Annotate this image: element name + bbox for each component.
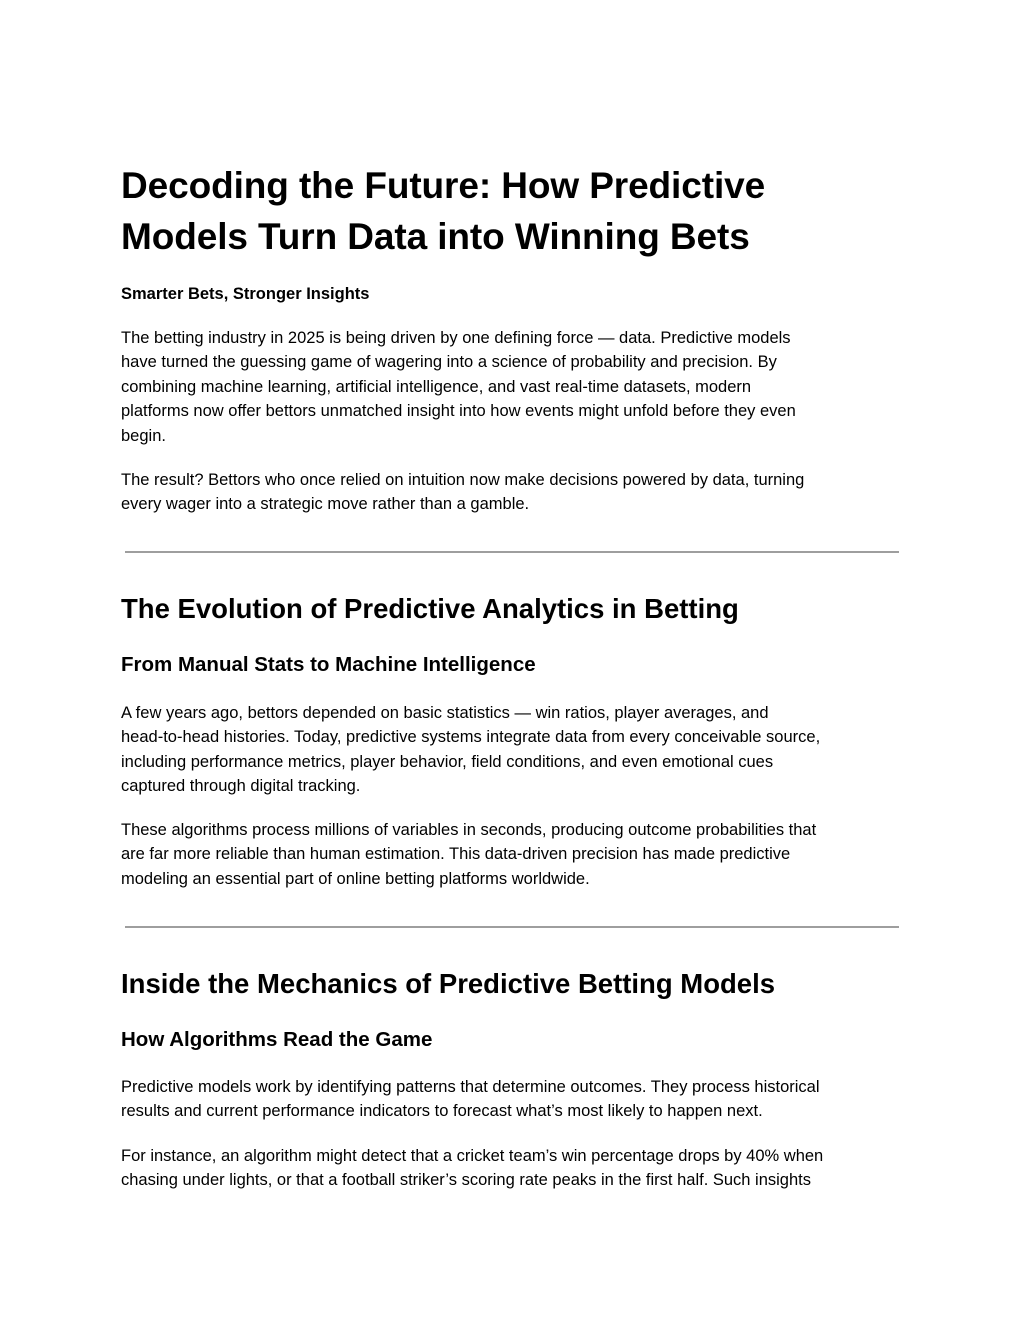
text-line: every wager into a strategic move rather than a gamble.: [121, 495, 530, 514]
intro-subtitle: Smarter Bets, Stronger Insights: [121, 285, 370, 303]
horizontal-divider: [125, 551, 899, 553]
text-line: have turned the guessing game of wagering into a science of probability and precision. By: [121, 353, 777, 372]
section-paragraph: [121, 1075, 820, 1124]
text-line: begin.: [121, 426, 166, 445]
section-heading: The Evolution of Predictive Analytics in Betting: [121, 593, 739, 624]
text-line: The result? Bettors who once relied on intuition now make decisions powered by data, turning: [121, 471, 805, 489]
text-line: are far more reliable than human estimation. This data-driven precision has made predictive: [121, 845, 791, 864]
text-line: Predictive models work by identifying patterns that determine outcomes. They process historical: [121, 1078, 820, 1096]
text-line: platforms now offer bettors unmatched insight into how events might unfold before they even: [121, 402, 796, 421]
text-line: modeling an essential part of online betting platforms worldwide.: [121, 869, 590, 888]
section-paragraph: [121, 1144, 823, 1193]
section-paragraph: [121, 701, 820, 799]
text-line: The betting industry in 2025 is being driven by one defining force — data. Predictive models: [121, 329, 791, 347]
section-heading: Inside the Mechanics of Predictive Betting Models: [121, 968, 776, 999]
title-line: Models Turn Data into Winning Bets: [121, 216, 750, 257]
section-subheading: How Algorithms Read the Game: [121, 1028, 433, 1051]
title-line: Decoding the Future: How Predictive: [121, 165, 766, 206]
text-line: A few years ago, bettors depended on basic statistics — win ratios, player averages, and: [121, 704, 769, 722]
document-title: [121, 160, 765, 262]
text-line: These algorithms process millions of variables in seconds, producing outcome probabilities that: [121, 821, 817, 839]
text-line: chasing under lights, or that a football striker’s scoring rate peaks in the first half. Such insights: [121, 1171, 811, 1190]
horizontal-divider: [125, 926, 899, 928]
intro-paragraph-1: [121, 326, 796, 448]
text-line: combining machine learning, artificial intelligence, and vast real-time datasets, modern: [121, 377, 752, 396]
text-line: captured through digital tracking.: [121, 777, 361, 796]
text-line: results and current performance indicators to forecast what’s most likely to happen next.: [121, 1102, 763, 1121]
section-subheading: From Manual Stats to Machine Intelligence: [121, 653, 536, 676]
text-line: head-to-head histories. Today, predictive systems integrate data from every conceivable source,: [121, 728, 821, 747]
section-paragraph: [121, 818, 816, 891]
text-line: For instance, an algorithm might detect that a cricket team’s win percentage drops by 40% when: [121, 1147, 824, 1165]
intro-paragraph-2: [121, 468, 804, 517]
text-line: including performance metrics, player behavior, field conditions, and even emotional cues: [121, 752, 774, 771]
